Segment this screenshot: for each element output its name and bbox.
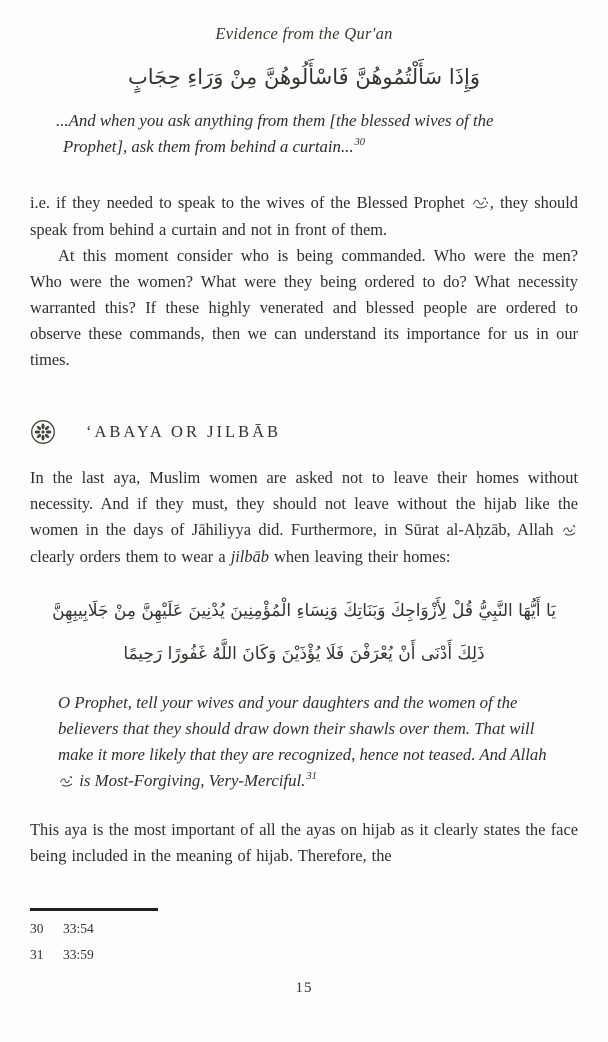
running-header: Evidence from the Qur'an bbox=[215, 24, 393, 43]
footnote-rule bbox=[30, 908, 158, 911]
body-paragraph-1 bbox=[30, 190, 578, 243]
quran-verse-arabic-1: وَإِذَا سَأَلْتُمُوهُنَّ فَاسْأَلُوهُنَّ مِنْ وَرَاءِ حِجَابٍ bbox=[128, 65, 480, 89]
body-paragraph-2: At this moment consider who is being commanded. Who were the men? Who were the women? What were they being ordered to do? What necessity warranted this? If these highly venerated and blessed people are ordered to observe these commands, then we can understand its importance for us in our times. bbox=[30, 246, 578, 369]
footnote-ref-30: 30 bbox=[354, 137, 366, 149]
page-number: 15 bbox=[295, 980, 313, 996]
rosette-ornament-icon bbox=[30, 419, 56, 445]
prophet-honorific-icon bbox=[472, 191, 489, 217]
quran-verse-2-line-1: يَا أَيُّهَا النَّبِيُّ قُلْ لِأَزْوَاجِكَ وَبَنَاتِكَ وَنِسَاءِ الْمُؤْمِنِينَ يُدْنِينَ عَلَيْهِنَّ مِنْ جَلَابِيبِهِنَّ bbox=[52, 601, 556, 621]
italic-term-jilbab: jilbāb bbox=[230, 547, 269, 566]
paragraph-3-text-mid: clearly orders them to wear a bbox=[30, 547, 231, 566]
footnote-ref-31: 31 bbox=[306, 771, 317, 783]
verse-translation-1 bbox=[30, 108, 578, 160]
paragraph-1-text-after: , they should speak from behind a curtain and not in front of them. bbox=[30, 193, 578, 239]
footnote-item bbox=[30, 920, 578, 937]
quran-verse-2-line-2: ذَلِكَ أَدْنَى أَنْ يُعْرَفْنَ فَلَا يُؤْذَيْنَ وَكَانَ اللَّهُ غَفُورًا رَحِيمًا bbox=[123, 644, 485, 664]
footnote-text: 33:59 bbox=[63, 946, 94, 962]
verse-translation-2 bbox=[30, 690, 578, 795]
body-paragraph-4: This aya is the most important of all the ayas on hijab as it clearly states the face being included in the meaning of hijab. Therefore, the bbox=[30, 820, 578, 865]
allah-honorific-icon bbox=[562, 518, 577, 544]
paragraph-1-text-before: i.e. if they needed to speak to the wives of the Blessed Prophet bbox=[30, 193, 471, 212]
footnote-item bbox=[30, 946, 578, 963]
section-header bbox=[30, 419, 578, 445]
footnote-number: 30 bbox=[30, 920, 44, 936]
verse-translation-2-text-after: is Most-Forgiving, Very-Merciful. bbox=[75, 771, 306, 790]
section-heading: ‘ABAYA OR JILBĀB bbox=[86, 422, 282, 441]
body-paragraph-3 bbox=[30, 465, 578, 570]
quran-verse-arabic-2 bbox=[30, 590, 578, 676]
verse-translation-2-text-before: O Prophet, tell your wives and your daughters and the women of the believers that they should draw down their shawls over them. That will make it more likely that they are recognized, hence not teased. And Allah bbox=[58, 693, 547, 764]
footnote-text: 33:54 bbox=[63, 920, 94, 936]
allah-honorific-icon bbox=[59, 769, 74, 795]
footnotes-block bbox=[30, 908, 578, 963]
footnote-number: 31 bbox=[30, 946, 44, 962]
verse-translation-1-text: ...And when you ask anything from them [the blessed wives of the Prophet], ask them from behind a curtain... bbox=[56, 111, 494, 156]
paragraph-3-text-before: In the last aya, Muslim women are asked not to leave their homes without necessity. And if they must, they should not leave without the hijab like the women in the days of Jāhiliyya did. Furthermore, in Sūrat al-Aḥzāb, Allah bbox=[30, 468, 578, 539]
paragraph-3-text-tail: when leaving their homes: bbox=[268, 547, 451, 566]
